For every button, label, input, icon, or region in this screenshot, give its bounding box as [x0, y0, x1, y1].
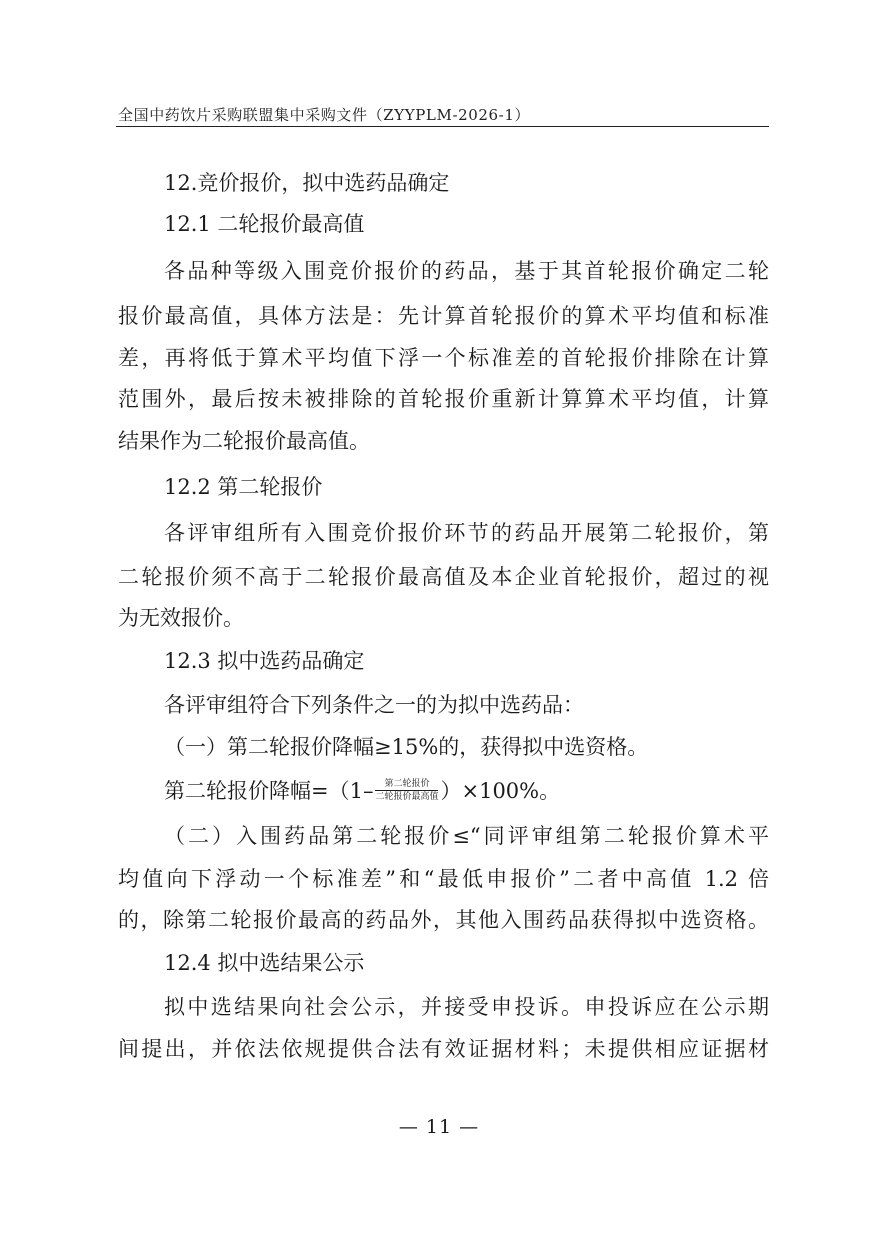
header-title: 全国中药饮片采购联盟集中采购文件（ZYYPLM-2026-1）	[118, 106, 531, 124]
page-number: — 11 —	[398, 1116, 480, 1138]
section-heading: 12.竞价报价，拟中选药品确定	[164, 171, 450, 195]
condition-item: （二）入围药品第二轮报价≤“同评审组第二轮报价算术平	[164, 824, 769, 848]
paragraph-line: 拟中选结果向社会公示，并接受申投诉。申投诉应在公示期	[164, 995, 769, 1019]
paragraph-line: 的，除第二轮报价最高的药品外，其他入围药品获得拟中选资格。	[118, 908, 769, 932]
condition-item: （一）第二轮报价降幅≥15%的，获得拟中选资格。	[164, 735, 649, 759]
paragraph-line: 各品种等级入围竞价报价的药品，基于其首轮报价确定二轮	[164, 259, 769, 283]
formula-suffix: ）×100%。	[440, 779, 561, 803]
subsection-heading: 12.1 二轮报价最高值	[164, 212, 365, 236]
paragraph-line: 二轮报价须不高于二轮报价最高值及本企业首轮报价，超过的视	[118, 565, 769, 589]
subsection-heading: 12.3 拟中选药品确定	[164, 649, 365, 673]
fraction-numerator: 第二轮报价	[375, 779, 438, 791]
formula-fraction	[375, 779, 438, 802]
paragraph-line: 各评审组所有入围竞价报价环节的药品开展第二轮报价，第	[164, 521, 769, 545]
formula-line	[164, 776, 769, 806]
subsection-heading: 12.2 第二轮报价	[164, 475, 323, 499]
paragraph-line: 各评审组符合下列条件之一的为拟中选药品：	[164, 693, 584, 717]
header-divider	[116, 126, 769, 127]
formula-prefix: 第二轮报价降幅=（1–	[164, 779, 374, 803]
paragraph-line: 为无效报价。	[118, 606, 244, 630]
subsection-heading: 12.4 拟中选结果公示	[164, 951, 365, 975]
paragraph-line: 结果作为二轮报价最高值。	[118, 429, 370, 453]
paragraph-line: 均值向下浮动一个标准差”和“最低申报价”二者中高值 1.2 倍	[118, 867, 769, 891]
paragraph-line: 间提出，并依法依规提供合法有效证据材料；未提供相应证据材	[118, 1037, 769, 1061]
paragraph-line: 差，再将低于算术平均值下浮一个标准差的首轮报价排除在计算	[118, 346, 769, 370]
fraction-denominator: 二轮报价最高值	[375, 792, 439, 802]
paragraph-line: 报价最高值，具体方法是：先计算首轮报价的算术平均值和标准	[118, 304, 769, 328]
paragraph-line: 范围外，最后按未被排除的首轮报价重新计算算术平均值，计算	[118, 387, 769, 411]
